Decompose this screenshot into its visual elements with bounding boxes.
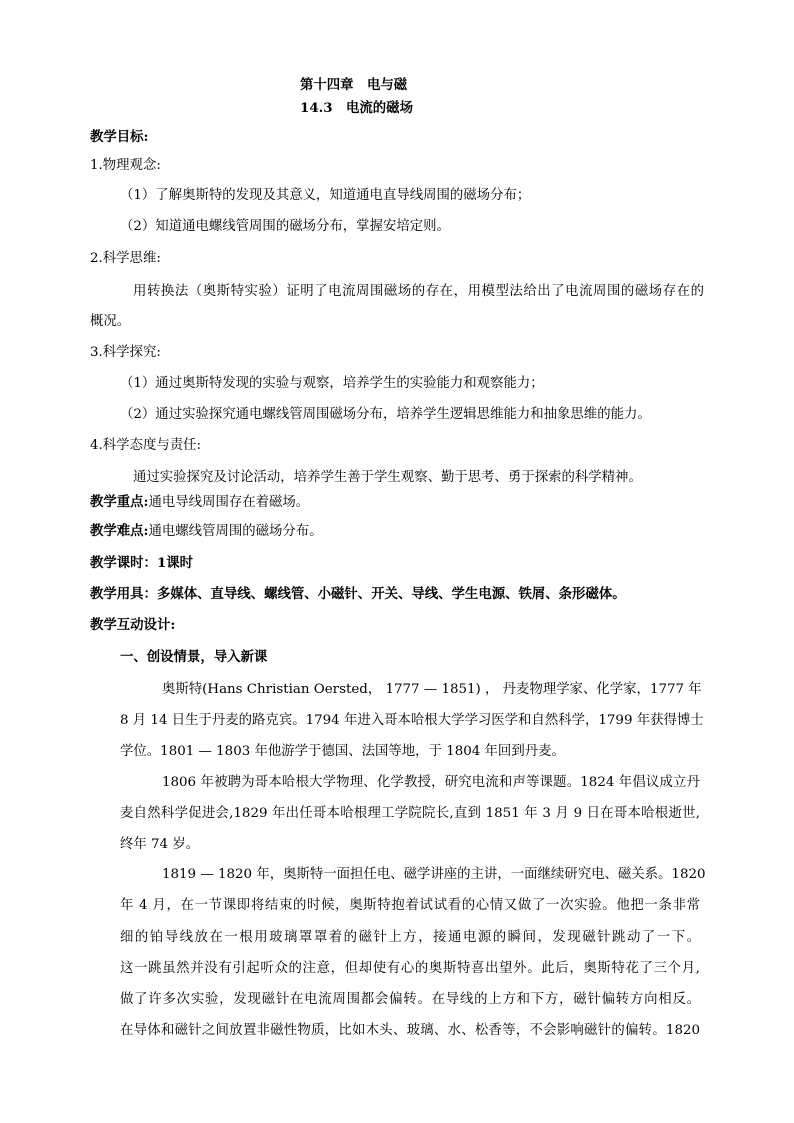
paragraph-line: 8 月 14 日生于丹麦的路克宾。1794 年进入哥本哈根大学学习医学和自然科学，1799 年获得博士 [120,713,704,728]
difficulty [90,522,323,541]
paragraph-line: 麦自然科学促进会,1829 年出任哥本哈根理工学院院长,直到 1851 年 3 月 9 日在哥本哈根逝世, [120,806,700,821]
class-hours: 教学课时：1课时 [90,555,194,571]
design-heading: 教学互动设计: [90,617,176,633]
difficulty-text: 通电螺线管周围的磁场分布。 [148,524,323,539]
paragraph-line: 奥斯特(Hans Christian Oersted， 1777 — 1851) ， 丹麦物理学家、化学家，1777 年 [162,682,702,697]
difficulty-label: 教学难点: [90,523,149,539]
paragraph-line: 1819 — 1820 年，奥斯特一面担任电、磁学讲座的主讲，一面继续研究电、磁关系。1820 [162,867,706,882]
paragraph-line: 年 4 月，在一节课即将结束的时候，奥斯特抱着试试看的心情又做了一次实验。他把一条非常 [120,898,700,913]
inquiry-item: （2）通过实验探究通电螺线管周围磁场分布，培养学生逻辑思维能力和抽象思维的能力。 [120,407,651,422]
scientific-inquiry-label: 3.科学探究: [90,345,161,360]
paragraph-line: 这一跳虽然并没有引起听众的注意，但却使有心的奥斯特喜出望外。此后，奥斯特花了三个月, [120,961,700,976]
key-point [90,493,309,512]
inquiry-item: （1）通过奥斯特发现的实验与观察，培养学生的实验能力和观察能力； [120,376,544,391]
key-point-label: 教学重点: [90,494,149,510]
teaching-tools: 教学用具：多媒体、直导线、螺线管、小磁针、开关、导线、学生电源、铁屑、条形磁体。 [90,586,626,602]
paragraph-line: 细的铂导线放在一根用玻璃罩罩着的磁针上方，接通电源的瞬间，发现磁针跳动了一下。 [120,930,700,945]
scientific-thinking-text: 用转换法（奥斯特实验）证明了电流周围磁场的存在，用模型法给出了电流周围的磁场存在的 [133,284,704,299]
key-point-text: 通电导线周围存在着磁场。 [148,495,310,510]
physics-concept-label: 1.物理观念: [90,158,161,173]
part1-heading: 一、创设情景，导入新课 [120,649,268,665]
attitude-label: 4.科学态度与责任: [90,438,202,453]
paragraph-line: 做了许多次实验，发现磁针在电流周围都会偏转。在导线的上方和下方，磁针偏转方向相反。 [120,992,700,1007]
paragraph-line: 学位。1801 — 1803 年他游学于德国、法国等地，于 1804 年回到丹麦。 [120,744,565,759]
paragraph-line: 1806 年被聘为哥本哈根大学物理、化学教授，研究电流和声等课题。1824 年倡议成立丹 [162,775,700,790]
attitude-text: 通过实验探究及讨论活动，培养学生善于学生观察、勤于思考、勇于探索的科学精神。 [133,470,642,485]
scientific-thinking-label: 2.科学思维: [90,251,161,266]
objective-item: （2）知道通电螺线管周围的磁场分布，掌握安培定则。 [120,219,450,234]
objectives-heading: 教学目标: [90,129,149,145]
objective-item: （1）了解奥斯特的发现及其意义，知道通电直导线周围的磁场分布； [120,188,531,203]
section-title: 14.3 电流的磁场 [300,100,413,116]
paragraph-line: 在导体和磁针之间放置非磁性物质，比如木头、玻璃、水、松香等，不会影响磁针的偏转。1820 [120,1023,700,1038]
chapter-title: 第十四章 电与磁 [300,77,408,93]
paragraph-line: 终年 74 岁。 [120,837,200,852]
scientific-thinking-text-cont: 概况。 [90,314,131,329]
